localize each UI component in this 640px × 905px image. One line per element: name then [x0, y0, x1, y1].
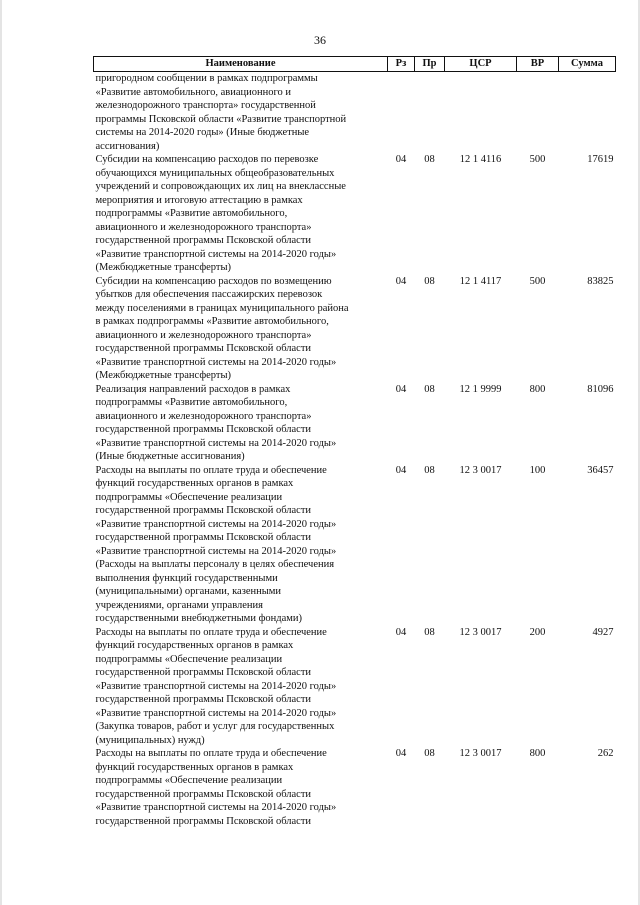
header-pr: Пр	[415, 57, 445, 72]
row-name-cell	[94, 72, 388, 154]
row-name-line: государственной программы Псковской области	[95, 788, 312, 800]
row-name-line: государственной программы Псковской области	[95, 235, 312, 246]
row-name-line: обучающихся муниципальных общеобразовательных	[95, 167, 335, 179]
table-row	[94, 275, 616, 383]
row-name-line: Субсидии на компенсацию расходов по перевозке	[95, 154, 319, 165]
row-name-line: Субсидии на компенсацию расходов по возмещению	[95, 275, 332, 287]
row-name-line: (Иные бюджетные ассигнования)	[95, 451, 245, 462]
row-csr-cell	[445, 72, 517, 154]
row-name-line: Расходы на выплаты по оплате труда и обеспечение	[95, 464, 327, 476]
row-rz-cell: 04	[395, 383, 407, 395]
header-csr: ЦСР	[445, 57, 517, 72]
row-name-line: (Расходы на выплаты персоналу в целях обеспечения	[95, 559, 335, 570]
row-name-line: системы на 2014-2020 годы» (Иные бюджетные	[95, 127, 310, 138]
row-vr-cell: 100	[529, 464, 546, 476]
page-number: 36	[314, 33, 326, 47]
row-sum-cell	[559, 72, 616, 154]
row-name-line: функций государственных органов в рамках	[95, 640, 294, 651]
table-body	[94, 72, 616, 829]
row-name-line: пригородном сообщении в рамках подпрограммы	[95, 73, 318, 84]
row-name-line: «Развитие автомобильного, авиационного и	[95, 86, 292, 98]
row-name-line: (Межбюджетные трансферты)	[95, 370, 232, 381]
row-vr-cell	[517, 72, 559, 154]
row-name-line: (муниципальных) нужд)	[95, 734, 205, 746]
row-name-cell	[94, 383, 388, 464]
row-name-line: подпрограммы «Развитие автомобильного,	[95, 397, 288, 408]
row-name-line: государственной программы Псковской области	[95, 424, 312, 435]
row-vr-cell: 500	[529, 154, 546, 165]
row-pr-cell: 08	[424, 748, 435, 759]
table-header-row	[94, 57, 616, 72]
row-sum-cell: 36457	[587, 464, 614, 476]
row-name-line: авиационного и железнодорожного транспорта»	[95, 329, 312, 341]
row-name-line: государственной программы Псковской области	[95, 815, 312, 827]
row-vr-cell: 200	[529, 626, 546, 638]
row-name-line: государственной программы Псковской области	[95, 505, 312, 516]
header-name: Наименование	[94, 57, 388, 72]
row-csr-cell: 12 1 4117	[459, 275, 502, 287]
row-sum-cell: 262	[597, 748, 614, 759]
row-csr-cell: 12 1 9999	[459, 383, 502, 395]
row-csr-cell: 12 3 0017	[459, 626, 502, 638]
row-name-line: между поселениями в границах муниципального района	[95, 302, 349, 314]
row-rz-cell: 04	[395, 464, 407, 476]
row-name-cell	[94, 464, 388, 626]
row-name-line: «Развитие транспортной системы на 2014-2020 годы»	[95, 248, 337, 260]
header-sum: Сумма	[559, 57, 616, 72]
row-pr-cell: 08	[424, 154, 435, 165]
row-name-line: авиационного и железнодорожного транспорта»	[95, 221, 312, 233]
row-name-line: «Развитие транспортной системы на 2014-2020 годы»	[95, 680, 337, 692]
row-name-line: программы Псковской области «Развитие транспортной	[95, 113, 347, 125]
row-csr-cell: 12 3 0017	[459, 748, 502, 759]
row-rz-cell: 04	[395, 154, 407, 165]
row-name-cell	[94, 275, 388, 383]
row-name-line: учреждениями, органами управления	[95, 599, 263, 611]
row-vr-cell: 800	[529, 383, 546, 395]
row-rz-cell: 04	[395, 275, 407, 287]
header-rz: Рз	[388, 57, 415, 72]
row-pr-cell: 08	[424, 626, 435, 638]
row-name-line: в рамках подпрограммы «Развитие автомобильного,	[95, 316, 329, 327]
row-name-line: (Межбюджетные трансферты)	[95, 262, 232, 273]
table-row	[94, 153, 616, 275]
row-sum-cell: 4927	[592, 626, 614, 638]
row-sum-cell: 81096	[587, 383, 614, 395]
row-name-line: мероприятия и итоговую аттестацию в рамках	[95, 194, 303, 206]
row-rz-cell: 04	[395, 626, 407, 638]
scan-edge-left	[0, 0, 2, 905]
header-vr: ВР	[517, 57, 559, 72]
row-vr-cell: 500	[529, 275, 546, 287]
table-row	[94, 464, 616, 626]
row-sum-cell: 83825	[587, 275, 614, 287]
row-name-line: «Развитие транспортной системы на 2014-2020 годы»	[95, 518, 337, 530]
row-pr-cell	[415, 72, 445, 154]
row-name-line: учреждений и сопровождающих их лиц на внеклассные	[95, 181, 346, 192]
row-sum-cell: 17619	[587, 154, 614, 165]
row-name-line: Расходы на выплаты по оплате труда и обеспечение	[95, 626, 327, 638]
row-name-line: «Развитие транспортной системы на 2014-2020 годы»	[95, 437, 337, 449]
row-name-line: (Закупка товаров, работ и услуг для государственных	[95, 721, 335, 732]
row-name-line: «Развитие транспортной системы на 2014-2020 годы»	[95, 802, 337, 813]
row-name-line: Реализация направлений расходов в рамках	[95, 383, 291, 395]
table-row	[94, 747, 616, 828]
row-name-line: государственной программы Псковской области	[95, 667, 312, 678]
row-name-line: Расходы на выплаты по оплате труда и обеспечение	[95, 748, 327, 759]
row-name-line: «Развитие транспортной системы на 2014-2020 годы»	[95, 707, 337, 719]
row-name-cell	[94, 153, 388, 275]
row-name-line: подпрограммы «Обеспечение реализации	[95, 491, 283, 503]
row-name-line: государственными внебюджетными фондами)	[95, 613, 303, 624]
row-rz-cell: 04	[395, 748, 407, 759]
row-name-line: функций государственных органов в рамках	[95, 761, 294, 773]
row-pr-cell: 08	[424, 383, 435, 395]
row-name-line: ассигнования)	[95, 140, 160, 152]
row-name-line: подпрограммы «Развитие автомобильного,	[95, 208, 288, 219]
row-name-cell	[94, 626, 388, 748]
row-name-cell	[94, 747, 388, 828]
row-name-line: убытков для обеспечения пассажирских перевозок	[95, 289, 323, 300]
table-row	[94, 72, 616, 154]
row-name-line: функций государственных органов в рамках	[95, 478, 294, 489]
row-name-line: подпрограммы «Обеспечение реализации	[95, 653, 283, 665]
budget-table	[93, 56, 616, 828]
row-pr-cell: 08	[424, 275, 435, 287]
row-vr-cell: 800	[529, 748, 546, 759]
row-name-line: подпрограммы «Обеспечение реализации	[95, 775, 283, 786]
row-name-line: авиационного и железнодорожного транспорта»	[95, 410, 312, 422]
row-csr-cell: 12 3 0017	[459, 464, 502, 476]
table-row	[94, 626, 616, 748]
row-name-line: железнодорожного транспорта» государственной	[95, 100, 316, 111]
row-pr-cell: 08	[424, 464, 435, 476]
row-name-line: государственной программы Псковской области	[95, 343, 312, 354]
row-name-line: (муниципальными) органами, казенными	[95, 586, 282, 597]
row-name-line: «Развитие транспортной системы на 2014-2020 годы»	[95, 545, 337, 557]
row-name-line: государственной программы Псковской области	[95, 694, 312, 705]
row-name-line: выполнения функций государственными	[95, 572, 278, 584]
table-row	[94, 383, 616, 464]
row-name-line: государственной программы Псковской области	[95, 532, 312, 543]
row-name-line: «Развитие транспортной системы на 2014-2020 годы»	[95, 356, 337, 368]
row-csr-cell: 12 1 4116	[459, 154, 502, 165]
row-rz-cell	[388, 72, 415, 154]
